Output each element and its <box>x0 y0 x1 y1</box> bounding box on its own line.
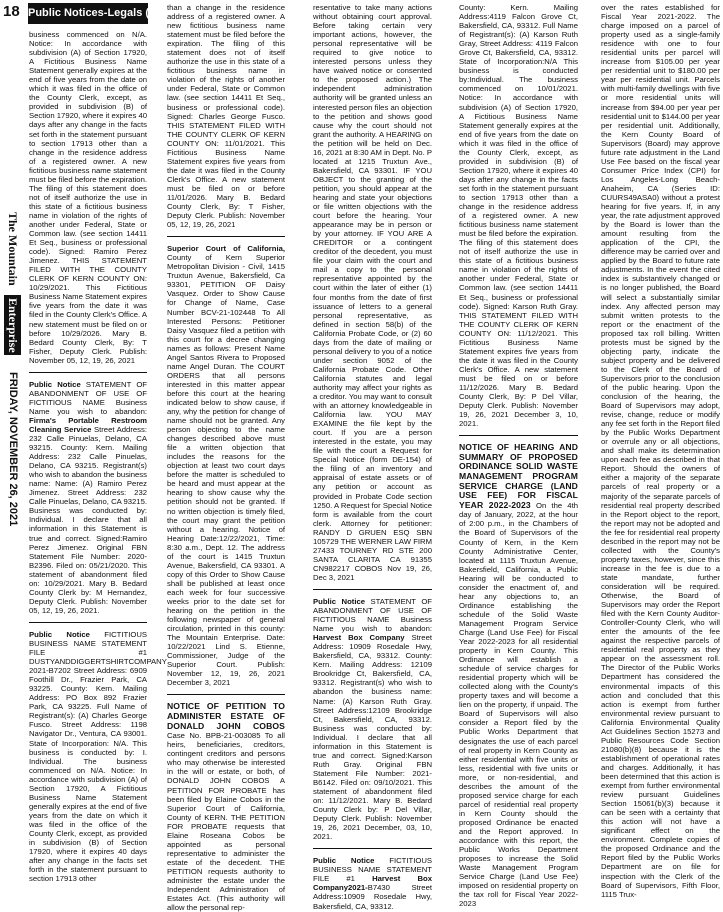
notice-fbn-harvest <box>313 856 432 910</box>
notice-heading-rest: STATEMENT OF ABANDONMENT OF USE OF FICTITIOUS NAME Business Name you wish to abandon: <box>313 597 432 634</box>
notice-heading: Public Notice <box>29 379 81 389</box>
notice-heading-rest: STATEMENT OF ABANDONMENT OF USE OF FICTITIOUS NAME Business Name you wish to abandon: <box>29 379 148 416</box>
notice-body: Case No. BPB-21-003085 To all heirs, beneficiaries, creditors, contingent creditors and persons who may otherwise be interested in the will or estate, or both, of DONALD JOHN COBOS A PETITION FOR PROBATE has been filed by Elaine Cobos in the Superior Court of California, County of KERN. THE PETITION FOR PROBATE requests that Elaine Roseana Cobos be appointed as personal representative to administer the estate of the decedent. THE PETITION requests authority to administer the estate under the Independent Administration of Estates Act. (This authority will allow the personal rep- <box>167 731 285 912</box>
notice-fbn-dusty <box>29 629 167 884</box>
notice-heading: Public Notice <box>313 856 375 866</box>
issue-date: FRIDAY, NOVEMBER 26, 2021 <box>7 372 19 527</box>
notice-text: over the rates established for Fiscal Year 2021-2022. The charge imposed on a parcel of property used as a single-family residence with one to four residential units per parcel will increase from $105.00 per year per residential unit to $180.00 per year per residential unit. Parcels with multi-family dwellings with five or more residential units will increase from $94.00 per year per residential unit to $144.00 per year per residential unit. Additionally, the Kern County Board of Supervisors (Board) may approve future rate adjustment in the Land Use Fee based on the fiscal year Consumer Price Index (CPI) for Los Angeles-Long Beach-Anaheim, CA (Series ID: CUURS49ASA0) without a protest hearing for five years. If, in any year, the rate adjustment approved by the Board is lower than the amount resulting from the application of the CPI, the difference may be carried over and applied by the Board to future rate adjustments. In the event the cited index is substantively changed or is no longer published, the Board will select a substantially similar index. Any affected person may submit written protests to the report or the enactment of the proposed tax roll billing. Written protests must be signed by the objecting party, indicate the subject property and be delivered to the Clerk of the Board of Supervisors prior to the conclusion of the public hearing. Upon the conclusion of the hearing, the Board of Supervisors may adopt, revise, change, reduce or modify any fee set forth in the Report filed by the Public Works Department or overrule any or all objections, and shall make its determination upon each fee as described in that Report. Should the owners of either a majority of the separate parcels of real property or a majority of the separate parcels of residential real property described in the Report object to the report, the report may not be adopted and the fee for residential real property described in the report may not be collected with the County's property taxes, however, since this increase in the fee is due to a state mandate, further consideration will be required. Otherwise, the Board of Supervisors may order the Report filed with the Kern County Auditor-Controller-County Clerk, who will enter the amounts of the fee against the respective parcels of residential real property as they appear on the assessment roll. The Director of the Public Works Department has considered the environmental impacts of this action and concluded that this action is exempt from further environmental review pursuant to California Environmental Quality Act Guidelines Section 15273 and Public Resources Code Section 21080(b)(8) because it is the establishment of operational rates and charges. Additionally, it has been determined that this action is exempt from further environmental review pursuant Guidelines Section 15061(b)(3) because it can be seen with a certainty that this action will not have a significant effect on the environment. Complete copies of the proposed Ordinance and the Report filed by the Public Works Department are on file for inspection with the Clerk of the Board of Supervisors, Fifth Floor, 1115 Trux- <box>601 3 720 899</box>
business-name: Harvest Box Company <box>313 633 405 643</box>
notice-heading-rest: FICTITIOUS BUSINESS NAME STATEMENT FILE #1 <box>313 856 433 884</box>
side-margin <box>0 0 26 851</box>
masthead-vertical <box>4 212 21 527</box>
notice-heading: NOTICE OF HEARING AND SUMMARY OF PROPOSED ORDINANCE SOLID WASTE MANAGEMENT PROGRAM SERVICE CHARGE (LAND USE FEE) FOR FISCAL YEAR 2022-2023 <box>459 442 578 510</box>
divider <box>167 236 285 237</box>
notice-body: On the 4th day of January, 2022, at the hour of 2:00 p.m., in the Chambers of the Board of Supervisors of the County of Kern, in the Kern County Administrative Center, located at 1115 Truxtun Avenue, Bakersfield, California, a Public Hearing will be conducted to consider the enactment of, and hear any objections to, an Ordinance establishing the schedule of the Solid Waste Management Program Service Charge (Land Use Fee) for Fiscal Year 2022-2023 for all residential property in Kern County. This Ordinance will establish a schedule of service charges for residential property which will be collected along with the County's property taxes and will become a lien on the property, if unpaid. The Board of Supervisors will also consider a Report filed by the Public Works Department that designates the use of each parcel of real property in Kern County as either residential with five units or less, residential with five units or more, or non-residential, and describes the amount of the proposed service charge for each parcel of residential real property in Kern County should the proposed Ordinance be enacted and the Report approved. In accordance with this report, the Public Works Department proposes to increase the Solid Waste Management Program Service Charge (Land Use Fee) imposed on residential property on the tax roll for Fiscal Year 2022-2023 <box>459 500 578 909</box>
notice-body: FICTITIOUS BUSINESS NAME STATEMENT FILE #1 DUSTYANDDIGGERTSHIRTCOMPANY 2021-B7202 Street Address: 6909 Foothill Dr., Frazier Park, CA 93225. County: Kern. Mailing Address: PO Box 892 Frazier Park, CA 93225. Full Name of Registrant(s): (A) Charles George Fusco. Street Address: 1198 Navigator Dr., Ventura, CA 93001. State of Incorporation: N/A. This business is conducted by: I. Individual. The business commenced on N/A. Notice: In accordance with subdivision (A) of Section 17920, A Fictitious Business Name Statement generally expires at the end of five years from the date on which it was filed in the office of the County Clerk, except, as provided in subdivision (B) of Section 17920, where it expires 40 days after any change in the facts set forth in the statement pursuant to section 17913 other <box>29 629 167 884</box>
column-2 <box>167 3 285 912</box>
divider <box>459 435 578 436</box>
notice-body: Street Address: 10909 Rosedale Hwy, Bakersfield, CA, 93312. County: Kern. Mailing Address: 12109 Brookridge Ct, Bakersfield, CA, 93312. Registrant(s) who wish to abandon the business name: Name: (A) Karson Ruth Gray. Street Address:12109 Brookridge Ct, Bakersfield, CA, 93312. Business was conducted by: Individual. I declare that all information in this Statement is true and correct. Signed:Karson Ruth Gray. Original FBN Statement File Number: 2021-B6142. Filed on: 09/10/2021. This statement of abandonment filed on: 11/12/2021. Mary B. Bedard County Clerk by: P Del Villar, Deputy Clerk. Publish: November 19, 26, 2021 December, 03, 10, 2021. <box>313 633 432 842</box>
business-name: Harvest Box Company2021- <box>313 874 432 893</box>
notice-text: resentative to take many actions without obtaining court approval. Before taking certain very important actions, however, the personal representative will be required to give notice to interested persons unless they have waived notice or consented to the proposed action.) The independent administration authority will be granted unless an interested person files an objection to the petition and shows good cause why the court should not grant the authority. A HEARING on the petition will be held on Dec. 16, 2021 at 8:30 AM in Dept. No. P located at 1215 Truxtun Ave., Bakersfield, CA 93301. IF YOU OBJECT to the granting of the petition, you should appear at the hearing and state your objections or file written objections with the court before the hearing. Your appearance may be in person or by your attorney. IF YOU ARE A CREDITOR or a contingent creditor of the decedent, you must file your claim with the court and mail a copy to the personal representative appointed by the court within the later of either (1) four months from the date of first issuance of letters to a general personal representative, as defined in section 58(b) of the California Probate Code, or (2) 60 days from the date of mailing or personal delivery to you of a notice under section 9052 of the California Probate Code. Other California statutes and legal authority may affect your rights as a creditor. You may want to consult with an attorney knowledgeable in California law. YOU MAY EXAMINE the file kept by the court. If you are a person interested in the estate, you may file with the court a Request for Special Notice (form DE-154) of the filing of an inventory and appraisal of estate assets or of any petition or account as provided in Probate Code section 1250. A Request for Special Notice form is available from the court clerk. Attorney for petitioner: RANDY D GRUEN ESQ SBN 105729 THE WERNER LAW FIRM 27433 TOURNEY RD STE 200 SANTA CLARITA CA 91355 CN982217 COBOS Nov 19, 26, Dec 3, 2021 <box>313 3 432 582</box>
column-1 <box>29 30 167 884</box>
column-3 <box>313 3 433 911</box>
notice-text: business commenced on N/A. Notice: In accordance with subdivision (A) of Section 17920, A Fictitious Business Name Statement generally expires at the end of five years from the date on which it was filed in the office of the County Clerk, except, as provided in subdivision (B) of Section 17920, where it expires 40 days after any change in the facts set forth in the statement pursuant to section 17913 other than a change in the residence address of a registered owner. A new fictitious business name statement must be filed before the expiration. The filing of this statement does not of itself authorize the use in this state of a fictitious business name in violation of the rights of another under Federal, State or Common law. (see section 14411 Et Seq., business or professional code). Signed: Ramiro Perez Jimenez. THIS STATEMENT FILED WITH THE COUNTY CLERK OF KERN COUNTY ON: 10/29/2021. This Fictitious Business Name Statement expires five years from the date it was filed in the County Clerk's Office. A new statement must be filed on or before 10/29/2026. Mary B. Bedard County Clerk, By: T Fisher, Deputy Clerk. Publish: November 05, 12, 19, 26, 2021 <box>29 30 147 365</box>
notice-body: B7430 Street Address:10909 Rosedale Hwy, Bakersfield, CA, 93312. <box>313 883 432 911</box>
notice-petition-estate <box>167 702 285 912</box>
notice-body: Street Address: 232 Calle Pinuelas, Delano, CA 93215. County: Kern. Mailing Address: 232 Calle Pinuelas, Delano, CA 93215. Registrant(s) who wish to abandon the business name: Name: (A) Ramiro Perez Jimenez. Street Address: 232 Calle Pinuelas, Delano, CA 93215. Business was conducted by: Individual. I declare that all information in this Statement is true and correct. Signed:Ramiro Perez Jimenez. Original FBN Statement File Number: 2020-B2396. Filed on: 05/21/2020. This statement of abandonment filed on: 10/29/2021. Mary B. Bedard County Clerk by: M Hernandez, Deputy Clerk. Publish: November 05, 12, 19, 26, 2021. <box>29 424 147 615</box>
publication-logo: Enterprise <box>4 295 21 356</box>
notice-heading: NOTICE OF PETITION TO ADMINISTER ESTATE OF DONALD JOHN COBOS <box>167 701 285 731</box>
column-5 <box>601 3 720 899</box>
business-name: Firma's Portable Restroom Cleaning Service <box>29 415 147 434</box>
divider <box>313 589 432 590</box>
notice-name-change <box>167 244 285 687</box>
notice-heading: Superior Court of California, <box>167 244 285 254</box>
divider <box>29 372 147 373</box>
notice-text: County: Kern. Mailing Address:4119 Falcon Grove Ct, Bakersfield, CA, 93312. Full Name of Registrant(s): (A) Karson Ruth Gray, Street Address: 4119 Falcon Grove Ct, Bakersfield, CA, 93312. State of Incorporation:N/A This business is conducted by:Individual. The business commenced on 10/01/2021. Notice: In accordance with subdivision (A) of Section 17920, A Fictitious Business Name Statement generally expires at the end of five years from the date on which it was filed in the office of the County Clerk, except, as provided in subdivision (B) of Section 17920, where it expires 40 days after any change in the facts set forth in the statement pursuant to section 17913 other than a change in the residence address of a registered owner. A new fictitious business name statement must be filed before the expiration. The filing of this statement does not of itself authorize the use in this state of a fictitious business name in violation of the rights of another under Federal, State or Common law. (see section 14411 Et Seq., business or professional code). Signed: Karson Ruth Gray. THIS STATEMENT FILED WITH THE COUNTY CLERK OF KERN COUNTY ON: 11/12/2021. This Fictitious Business Name Statement expires five years from the date it was filed in the County Clerk's Office. A new statement must be filed on or before 11/12/2026. Mary B. Bedard County Clerk, By: P Del Villar, Deputy Clerk. Publish: November 19, 26, 2021 December 3, 10, 2021. <box>459 3 578 429</box>
publication-prefix: The Mountain <box>6 212 20 286</box>
notice-hearing-solid-waste <box>459 443 578 908</box>
notice-abandonment-firmas <box>29 380 147 615</box>
notice-abandonment-harvest <box>313 597 432 841</box>
divider <box>167 694 285 695</box>
page-number: 18 <box>3 3 20 20</box>
notice-heading: Public Notice <box>313 597 366 606</box>
divider <box>29 622 147 623</box>
notice-body: County of Kern Superior Metropolitan Division - Civil, 1415 Truxtun Avenue, Bakersfield, Ca 93301, PETITION OF Daisy Vasquez. Order to Show Cause for Change of Name, Case Number BCV-21-102448 To All Interested Persons: Petitioner Daisy Vasquez filed a petition with this court for a decree changing names as follows: Present Name Angel Santos Rivera to Proposed name Angel Duran. The COURT ORDERS that all persons interested in this matter appear before this court at the hearing indicated below to show cause, if any, why the petition for change of name should not be granted. Any person objecting to the name changes described above must file a written objection that includes the reasons for the objection at least two court days before the matter is scheduled to be heard and must appear at the hearing to show cause why the petition should not be granted. If no written objection is timely filed, the court may grant the petition without a hearing. Notice of Hearing Date:12/22/2021, Time: 8:30 a.m., Dept. 12. The address of the court is 1415 Truxtun Avenue, Bakersfield, CA 93301. A copy of this Order to Show Cause shall be published at least once each week for four successive weeks prior to the date set for hearing on the petition in the following newspaper of general circulation, printed in this county: The Mountain Enterprise. Date: 10/22/2021 Lind S. Etienne, Commissioner, Judge of the Superior Court. Publish: November 12, 19, 26, 2021 December 3, 2021 <box>167 253 285 688</box>
divider <box>313 848 432 849</box>
column-4 <box>459 3 578 909</box>
notice-heading: Public Notice <box>29 629 90 639</box>
section-title-banner: Public Notices-Legals (cont.) <box>28 3 148 24</box>
notice-text: than a change in the residence address of a registered owner. A new fictitious business name statement must be filed before the expiration. The filing of this statement does not of itself authorize the use in this state of a fictitious business name in violation of the rights of another under Federal, State or Common law. (see section 14411 Et Seq., business or professional code). Signed: Charles George Fusco. THIS STATEMENT FILED WITH THE COUNTY CLERK OF KERN COUNTY ON: 11/01/2021. This Fictitious Business Name Statement expires five years from the date it was filed in the County Clerk's Office. A new statement must be filed on or before 11/01/2026. Mary B. Bedard County Clerk, By: T Fisher, Deputy Clerk. Publish: November 05, 12, 19, 26, 2021 <box>167 3 285 230</box>
